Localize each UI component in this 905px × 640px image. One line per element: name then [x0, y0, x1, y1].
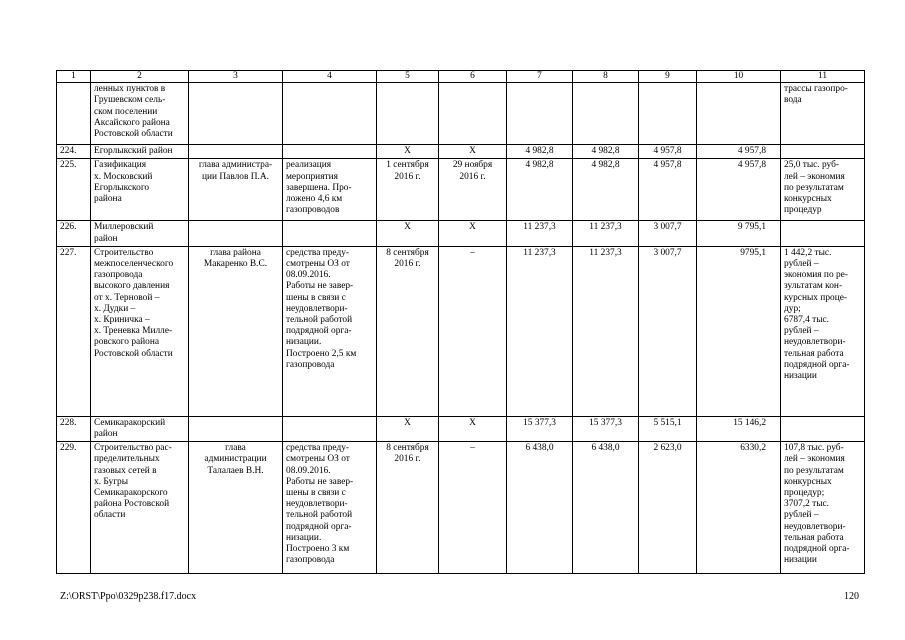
file-path: Z:\ORST\Ppo\0329p238.f17.docx [60, 591, 197, 602]
table-cell-col10: 9795,1 [697, 246, 781, 416]
table-cell-col10: 15 146,2 [697, 416, 781, 441]
table-row [57, 442, 865, 574]
col-header: 11 [781, 71, 865, 83]
table-cell-col8 [573, 83, 639, 145]
table-cell-col3 [189, 221, 283, 246]
table-cell-col10 [697, 83, 781, 145]
table-cell-col10: 9 795,1 [697, 221, 781, 246]
table-cell-col8: 11 237,3 [573, 246, 639, 416]
table-cell-col4 [283, 83, 377, 145]
col-header: 4 [283, 71, 377, 83]
table-cell-col4 [283, 416, 377, 441]
table-cell-col6: Х [439, 145, 507, 159]
table-cell-col2: Газификация х. Московский Егорлыкского района [91, 159, 189, 221]
table-cell-col2: Миллеровский район [91, 221, 189, 246]
table-cell-col10: 4 957,8 [697, 159, 781, 221]
table-cell-col7: 6 438,0 [507, 442, 573, 574]
col-header: 2 [91, 71, 189, 83]
col-header: 1 [57, 71, 91, 83]
table-row [57, 159, 865, 221]
table-cell-col4: средства преду- смотрены ОЗ от 08.09.2016. Работы не завер- шены в связи с неудовлетвори- тельной работой подрядной орга- низации. Построено 3 км газопровода [283, 442, 377, 574]
table-cell-col11 [781, 221, 865, 246]
table-cell-col1: 228. [57, 416, 91, 441]
table-cell-col7 [507, 83, 573, 145]
table-cell-col6 [439, 83, 507, 145]
table-row [57, 83, 865, 145]
col-header: 6 [439, 71, 507, 83]
table-cell-col8: 11 237,3 [573, 221, 639, 246]
table-cell-col11: 1 442,2 тыс. рублей – экономия по ре- зультатам кон- курсных проце- дур; 6787,4 тыс. рублей – неудовлетвори- тельная работа подрядной орга- низации [781, 246, 865, 416]
col-header: 7 [507, 71, 573, 83]
col-header: 9 [639, 71, 697, 83]
table-cell-col8: 6 438,0 [573, 442, 639, 574]
table-cell-col1 [57, 83, 91, 145]
table-cell-col11: 107,8 тыс. руб- лей – экономия по результатам конкурсных процедур; 3707,2 тыс. рублей – неудовлетвори- тельная работа подрядной орга- низации [781, 442, 865, 574]
table-cell-col5: 8 сентября 2016 г. [377, 442, 439, 574]
table-cell-col6: – [439, 246, 507, 416]
table-cell-col6: Х [439, 221, 507, 246]
table-cell-col10: 4 957,8 [697, 145, 781, 159]
col-header: 10 [697, 71, 781, 83]
table-cell-col1: 224. [57, 145, 91, 159]
col-header: 8 [573, 71, 639, 83]
table-cell-col4: реализация мероприятия завершена. Про- ложено 4,6 км газопроводов [283, 159, 377, 221]
table-cell-col1: 226. [57, 221, 91, 246]
table-cell-col7: 11 237,3 [507, 221, 573, 246]
column-number-row [57, 71, 865, 83]
table-cell-col1: 227. [57, 246, 91, 416]
table-cell-col8: 4 982,8 [573, 145, 639, 159]
table-cell-col3: глава администра- ции Павлов П.А. [189, 159, 283, 221]
col-header: 5 [377, 71, 439, 83]
table-cell-col11: 25,0 тыс. руб- лей – экономия по результатам конкурсных процедур [781, 159, 865, 221]
table-cell-col6: 29 ноября 2016 г. [439, 159, 507, 221]
table-row [57, 221, 865, 246]
table-cell-col2: Егорлыкский район [91, 145, 189, 159]
table-cell-col1: 225. [57, 159, 91, 221]
table-cell-col8: 4 982,8 [573, 159, 639, 221]
table-cell-col11 [781, 145, 865, 159]
table-cell-col4 [283, 145, 377, 159]
table-cell-col7: 11 237,3 [507, 246, 573, 416]
table-cell-col2: Семикаракорский район [91, 416, 189, 441]
table-cell-col2: Строительство рас- пределительных газовых сетей в х. Бугры Семикаракорского района Ростовской области [91, 442, 189, 574]
table-cell-col9: 3 007,7 [639, 246, 697, 416]
table-cell-col5 [377, 83, 439, 145]
table-cell-col5: 1 сентября 2016 г. [377, 159, 439, 221]
table-cell-col3 [189, 83, 283, 145]
table-cell-col9: 2 623,0 [639, 442, 697, 574]
table-cell-col3: глава района Макаренко В.С. [189, 246, 283, 416]
table-cell-col11: трассы газопро- вода [781, 83, 865, 145]
table-cell-col10: 6330,2 [697, 442, 781, 574]
table-cell-col5: Х [377, 416, 439, 441]
table-cell-col6: Х [439, 416, 507, 441]
table-cell-col4: средства преду- смотрены ОЗ от 08.09.2016. Работы не завер- шены в связи с неудовлетвори- тельной работой подрядной орга- низации. Построено 2,5 км газопровода [283, 246, 377, 416]
table-row [57, 145, 865, 159]
table-cell-col5: Х [377, 221, 439, 246]
page-number: 120 [844, 591, 859, 602]
table-cell-col8: 15 377,3 [573, 416, 639, 441]
table-cell-col11 [781, 416, 865, 441]
table-cell-col2: ленных пунктов в Грушевском сель- ском поселении Аксайского района Ростовской области [91, 83, 189, 145]
table-row [57, 416, 865, 441]
table-cell-col3 [189, 145, 283, 159]
table-cell-col7: 4 982,8 [507, 145, 573, 159]
table-cell-col9: 4 957,8 [639, 159, 697, 221]
table-cell-col9: 4 957,8 [639, 145, 697, 159]
report-table [56, 70, 865, 574]
table-cell-col5: 8 сентября 2016 г. [377, 246, 439, 416]
table-cell-col2: Строительство межпоселенческого газопровода высокого давления от х. Терновой – х. Дудки – х. Криничка – х. Треневка Милле- ровского района Ростовской области [91, 246, 189, 416]
table-cell-col3 [189, 416, 283, 441]
table-cell-col9: 3 007,7 [639, 221, 697, 246]
table-cell-col7: 4 982,8 [507, 159, 573, 221]
col-header: 3 [189, 71, 283, 83]
table-cell-col6: – [439, 442, 507, 574]
table-cell-col1: 229. [57, 442, 91, 574]
table-row [57, 246, 865, 416]
table-cell-col7: 15 377,3 [507, 416, 573, 441]
table-cell-col4 [283, 221, 377, 246]
table-cell-col9: 5 515,1 [639, 416, 697, 441]
table-cell-col9 [639, 83, 697, 145]
table-cell-col5: Х [377, 145, 439, 159]
table-cell-col3: глава администрации Талалаев В.Н. [189, 442, 283, 574]
